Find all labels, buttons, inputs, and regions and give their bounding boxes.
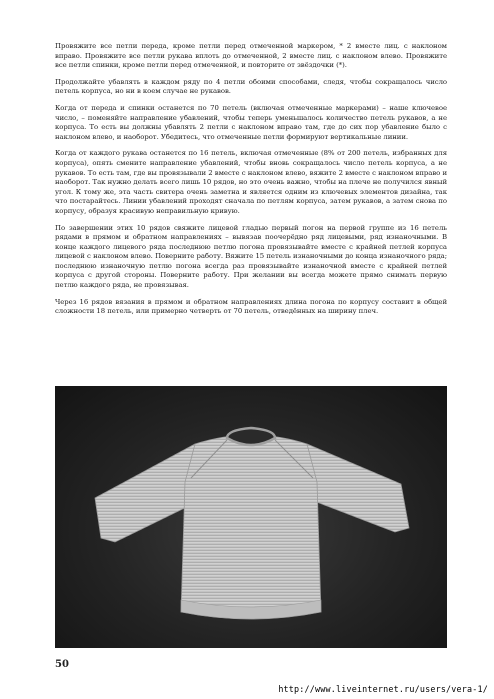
text-body: [55, 42, 447, 324]
sweater-photo: [55, 386, 447, 648]
paragraph-4: Когда от каждого рукава останется по 16 петель, включая отмеченные (8% от 200 петель, избранных для корпуса), опять смените направление убавлений, чтобы вновь сокращалось число петель корпуса, а не рукавов. То есть там, где вы провязывали 2 вместе с наклоном влево, вяжите 2 вместе с наклоном вправо и наоборот. Так нужно делать всего лишь 10 рядов, но это очень важно, чтобы на плече не получился явный угол. К тому же, эта часть свитера очень заметна и является одним из ключевых элементов дизайна, так что постарайтесь. Линии убавлений проходят сначала по петлям корпуса, затем рукавов, а затем снова по корпусу, образуя красивую неправильную кривую.: [55, 149, 447, 215]
paragraph-1: Провяжите все петли переда, кроме петли перед отмеченной маркером, * 2 вместе лиц. с наклоном вправо. Провяжите все петли рукава вплоть до отмеченной, 2 вместе лиц. с наклоном влево. Провяжите все петли спинки, кроме петли перед отмеченной, и повторите от звёздочки (*).: [55, 42, 447, 70]
paragraph-3: Когда от переда и спинки останется по 70 петель (включая отмеченные маркерами) – наше ключевое число, – поменяйте направление убавлений, чтобы теперь уменьшалось количество петель рукавов, а не корпуса. То есть вы должны убавлять 2 петли с наклоном вправо там, где до сих пор убавление было с наклоном влево, и наоборот. Убедитесь, что отмеченные петли формируют вертикальные линии.: [55, 103, 447, 141]
paragraph-6: Через 16 рядов вязания в прямом и обратном направлениях длина погона по корпусу составит в общей сложности 18 петель, или примерно четверть от 70 петель, отведённых на ширину плеч.: [55, 297, 447, 316]
paragraph-2: Продолжайте убавлять в каждом ряду по 4 петли обоими способами, следя, чтобы сокращалось число петель корпуса, но ни в коем случае не рукавов.: [55, 77, 447, 96]
sweater-illustration: [55, 386, 447, 648]
paragraph-5: По завершении этих 10 рядов свяжите лицевой гладью первый погон на первой группе из 16 петель рядами в прямом и обратном направлениях – вывязав поочерёдно ряд лицевыми, ряд изнаночными. В конце каждого лицевого ряда последнюю петлю погона провязывайте вместе с крайней петлей корпуса лицевой с наклоном влево. Поверните работу. Вяжите 15 петель изнаночными до конца изнаночного ряда; последнюю изнаночную петлю погона всегда раз провязывайте изнаночной вместе с крайней петлей корпуса с другой стороны. Поверните работу. При желании вы всегда можете прямо снимать первую петлю каждого ряда, не провязывая.: [55, 223, 447, 290]
neckline: [227, 428, 275, 445]
sweater-body: [181, 435, 321, 619]
watermark-url[interactable]: http://www.liveinternet.ru/users/vera-1/: [278, 684, 488, 694]
page-number: 50: [55, 659, 69, 670]
